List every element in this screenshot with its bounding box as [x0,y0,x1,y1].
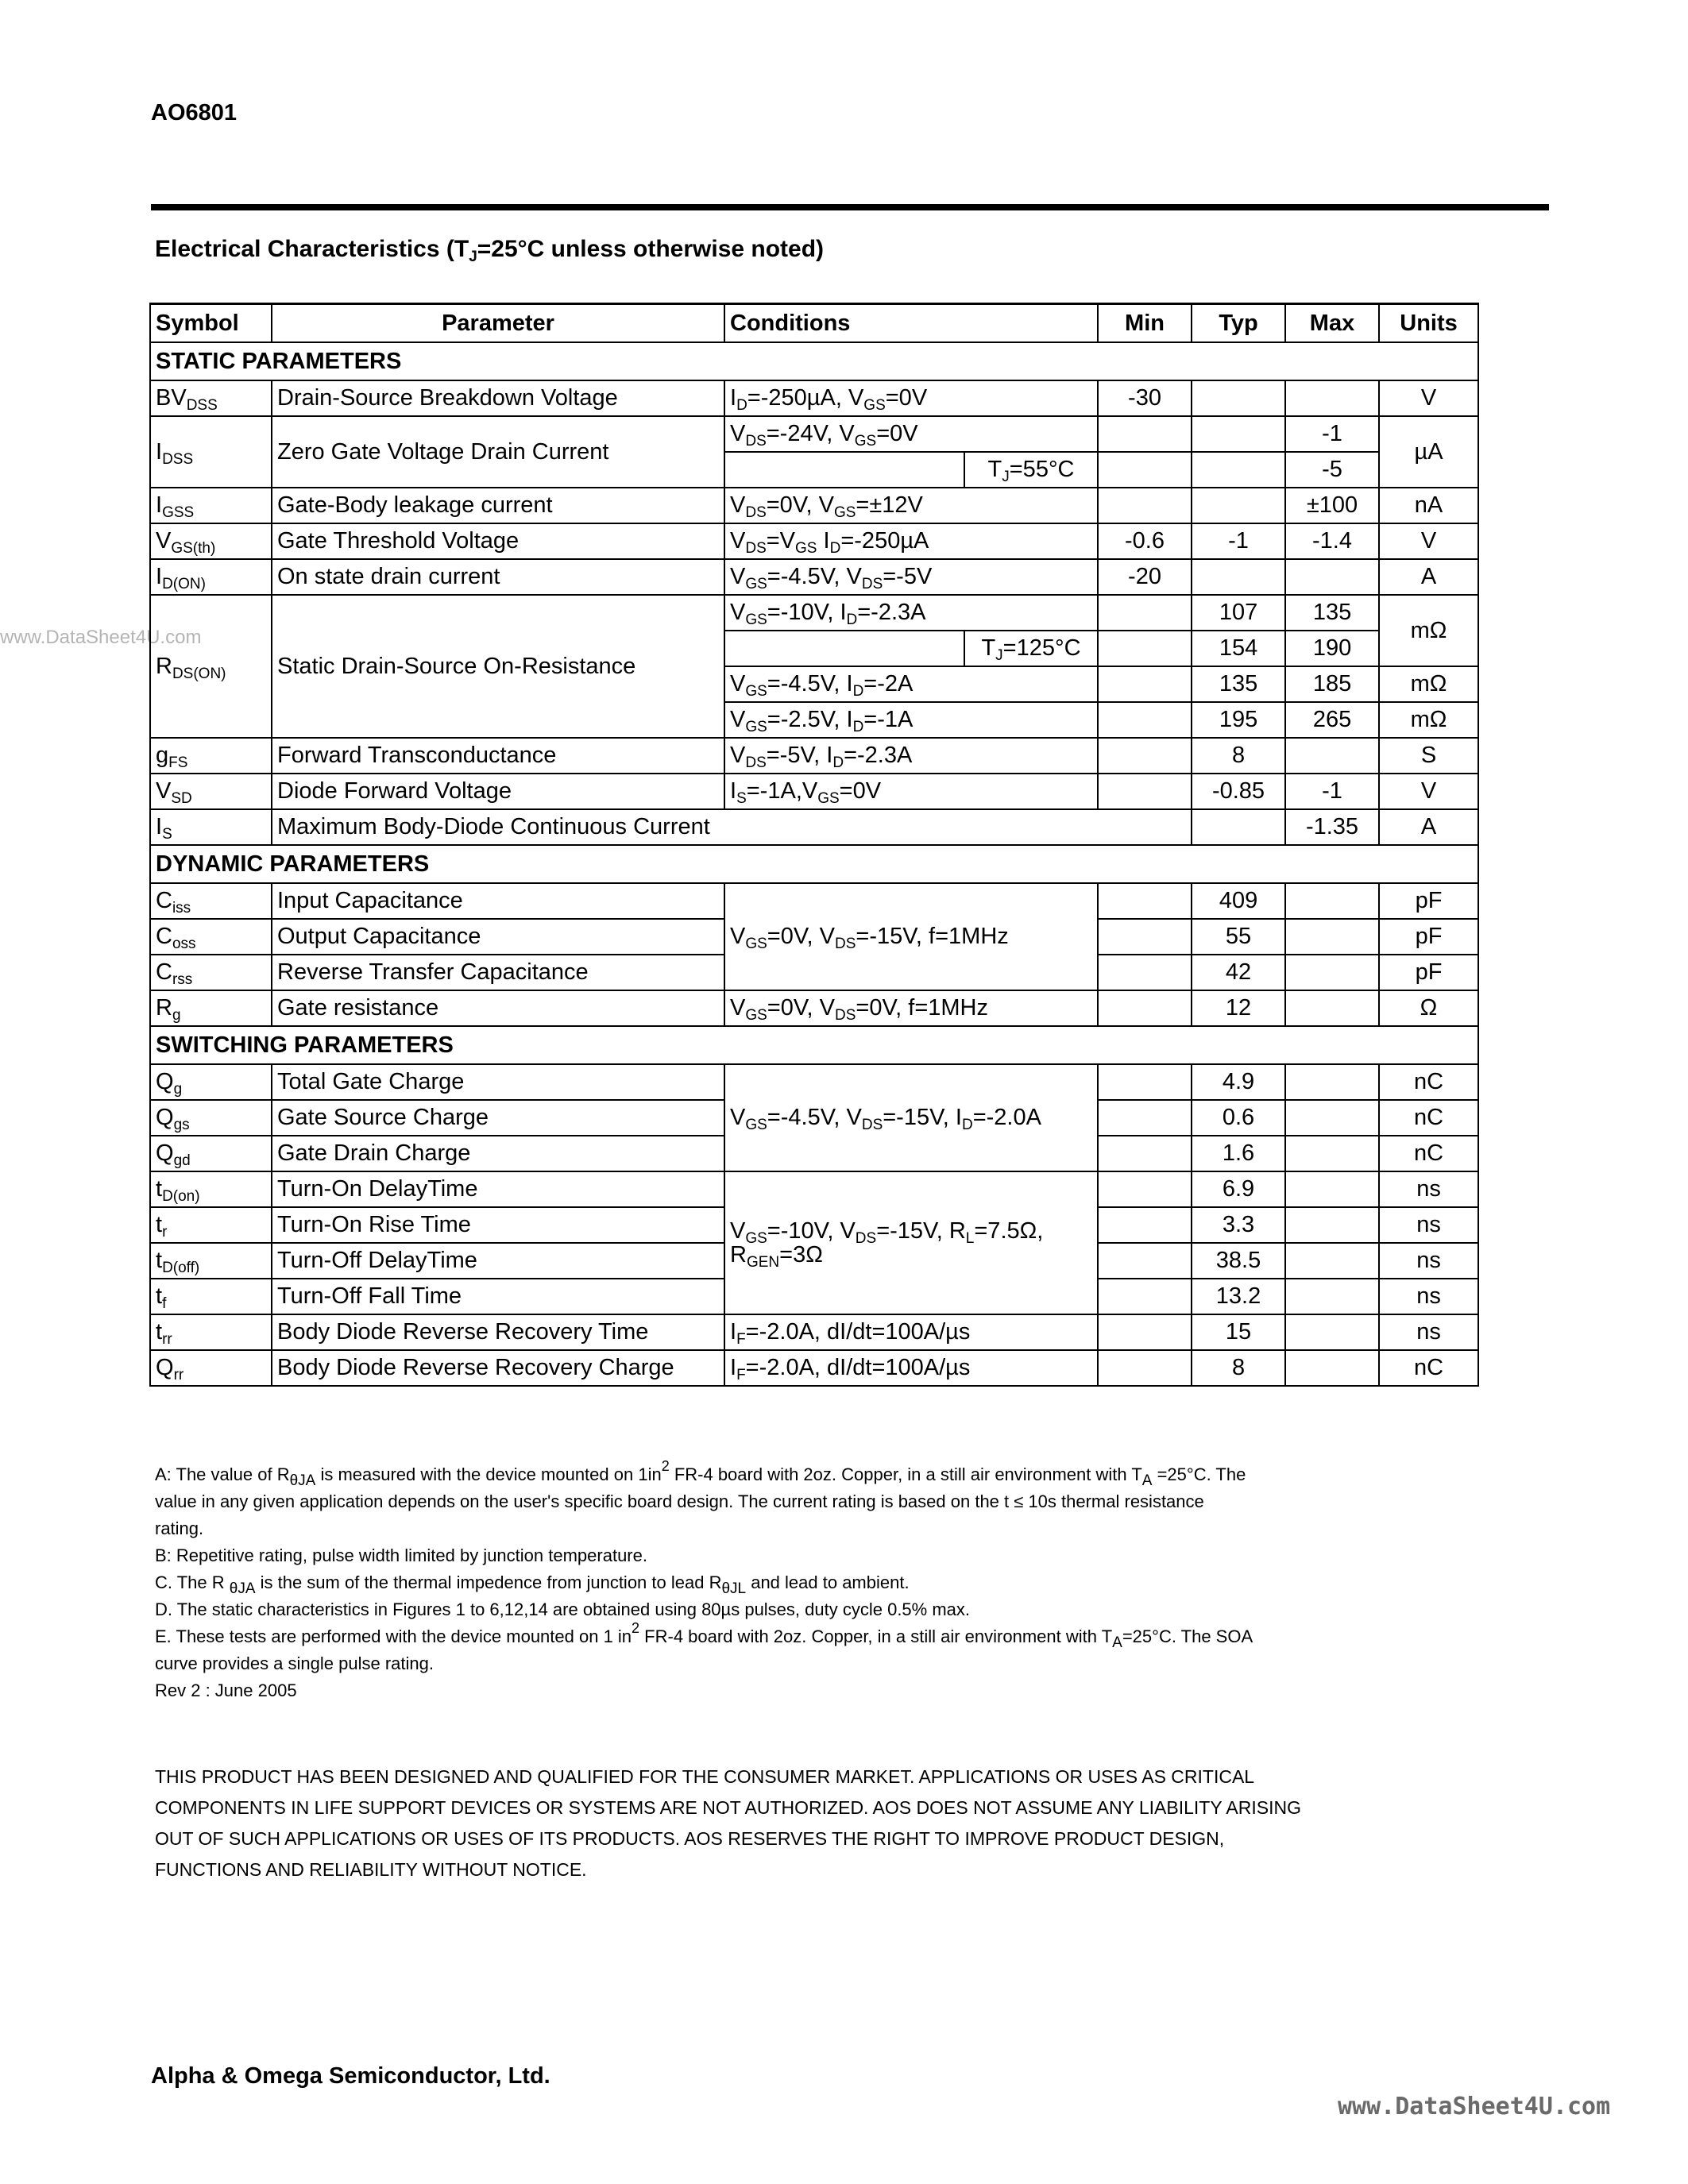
typ-cell: -1 [1192,523,1285,559]
electrical-characteristics-table [149,303,1479,1387]
parameter-cell: Body Diode Reverse Recovery Charge [272,1350,724,1386]
footnotes [155,1458,1426,1704]
max-cell: 190 [1285,631,1379,666]
min-cell: -20 [1098,559,1192,595]
conditions-cell: $V_{DS}=V_{GS}$ $I_D=-250\mu A$ [724,523,1098,559]
units-cell: pF [1379,883,1478,919]
symbol-cell: $R_g$ [150,990,272,1026]
table-row [150,559,1478,595]
max-cell [1285,1171,1379,1207]
units-cell: ns [1379,1243,1478,1279]
min-cell [1098,631,1192,666]
conditions-spacer [724,631,964,666]
conditions-cell: $V_{GS}=-4.5V$, $V_{DS}=-15V$, $I_D=-2.0A$ [724,1064,1098,1171]
max-cell: -1.35 [1285,809,1379,845]
table-header-row [150,304,1478,343]
typ-cell: 107 [1192,595,1285,631]
min-cell [1098,990,1192,1026]
typ-cell: 0.6 [1192,1100,1285,1136]
section-label: SWITCHING PARAMETERS [150,1026,1478,1064]
table-row [150,595,1478,631]
typ-cell: 55 [1192,919,1285,955]
watermark-bottom: www.DataSheet4U.com [1338,2093,1611,2120]
note-a-line2: value in any given application depends on the user's specific board design. The current rating is based on the t ≤ 10s thermal resistance [155,1491,1204,1511]
col-parameter: Parameter [272,304,724,343]
col-symbol: Symbol [150,304,272,343]
typ-cell [1192,452,1285,488]
temperature-condition-cell: $T_J=55^\circ C$ [964,452,1098,488]
parameter-cell: Gate Drain Charge [272,1136,724,1171]
company-name: Alpha & Omega Semiconductor, Ltd. [151,2063,550,2089]
typ-cell: 135 [1192,666,1285,702]
units-cell: A [1379,559,1478,595]
conditions-cell: $I_F=-2.0A$, dI/dt=100A/µs [724,1350,1098,1386]
col-min: Min [1098,304,1192,343]
typ-cell: 12 [1192,990,1285,1026]
parameter-cell: Static Drain-Source On-Resistance [272,595,724,738]
col-typ: Typ [1192,304,1285,343]
section-label: STATIC PARAMETERS [150,342,1478,380]
min-cell: -30 [1098,380,1192,416]
parameter-cell: Total Gate Charge [272,1064,724,1100]
max-cell: -5 [1285,452,1379,488]
units-cell: mΩ [1379,666,1478,702]
typ-cell [1192,416,1285,452]
typ-cell: 6.9 [1192,1171,1285,1207]
min-cell: -0.6 [1098,523,1192,559]
units-cell: ns [1379,1279,1478,1314]
section-row-dynamic [150,845,1478,883]
min-cell [1098,1171,1192,1207]
max-cell [1285,1100,1379,1136]
table-row [150,1064,1478,1100]
min-cell [1098,774,1192,809]
min-cell [1098,702,1192,738]
table-row [150,738,1478,774]
max-cell [1285,919,1379,955]
conditions-cell: $I_S=-1A,V_{GS}=0V$ [724,774,1098,809]
max-cell [1285,1243,1379,1279]
conditions-cell: $V_{GS}=-10V$, $V_{DS}=-15V$, $R_L=7.5\Omega$, $R_{GEN}=3\Omega$ [724,1171,1098,1314]
units-cell: ns [1379,1314,1478,1350]
min-cell [1098,1064,1192,1100]
max-cell: -1 [1285,416,1379,452]
table-row [150,1314,1478,1350]
symbol-cell: $V_{SD}$ [150,774,272,809]
table-row [150,380,1478,416]
symbol-cell: $t_r$ [150,1207,272,1243]
units-cell: ns [1379,1207,1478,1243]
typ-cell [1192,488,1285,523]
conditions-cell: $V_{DS}=-24V$, $V_{GS}=0V$ [724,416,1098,452]
conditions-cell: $V_{DS}=0V$, $V_{GS}=\pm 12V$ [724,488,1098,523]
part-number: AO6801 [151,100,238,125]
conditions-cell: $V_{GS}=-4.5V$, $I_D=-2A$ [724,666,1098,702]
parameter-cell: On state drain current [272,559,724,595]
col-units: Units [1379,304,1478,343]
note-c: C. The R θJA is the sum of the thermal impedence from junction to lead RθJL and lead to ambient. [155,1572,910,1597]
units-cell: V [1379,380,1478,416]
max-cell [1285,1207,1379,1243]
parameter-cell: Maximum Body-Diode Continuous Current [272,809,1192,845]
units-cell: S [1379,738,1478,774]
typ-cell: 3.3 [1192,1207,1285,1243]
table-row [150,774,1478,809]
symbol-cell: $t_{rr}$ [150,1314,272,1350]
note-e: E. These tests are performed with the device mounted on 1 $in^2$ FR-4 board with 2oz. Copper, in a still air environment with TA=25°C. The SOA [155,1620,1253,1651]
max-cell: -1.4 [1285,523,1379,559]
disclaimer-line: OUT OF SUCH APPLICATIONS OR USES OF ITS PRODUCTS. AOS RESERVES THE RIGHT TO IMPROVE PRODUCT DESIGN, [155,1828,1225,1849]
parameter-cell: Zero Gate Voltage Drain Current [272,416,724,488]
min-cell [1098,1100,1192,1136]
table-row [150,488,1478,523]
symbol-cell: $I_{GSS}$ [150,488,272,523]
min-cell [1098,1279,1192,1314]
max-cell [1285,1279,1379,1314]
typ-cell: 13.2 [1192,1279,1285,1314]
typ-cell [1192,380,1285,416]
symbol-cell: $BV_{DSS}$ [150,380,272,416]
units-cell: mΩ [1379,702,1478,738]
table-row [150,1350,1478,1386]
parameter-cell: Reverse Transfer Capacitance [272,955,724,990]
parameter-cell: Drain-Source Breakdown Voltage [272,380,724,416]
max-cell [1285,955,1379,990]
note-e-line2: curve provides a single pulse rating. [155,1653,434,1673]
conditions-cell: $V_{GS}=-10V$, $I_D=-2.3A$ [724,595,1098,631]
typ-cell [1192,559,1285,595]
parameter-cell: Input Capacitance [272,883,724,919]
note-a: A: The value of RθJA is measured with the device mounted on $1in^2$ FR-4 board with 2oz. Copper, in a still air environment with TA =25°C. The [155,1458,1246,1489]
units-cell: V [1379,523,1478,559]
min-cell [1098,595,1192,631]
section-label: DYNAMIC PARAMETERS [150,845,1478,883]
disclaimer-line: COMPONENTS IN LIFE SUPPORT DEVICES OR SYSTEMS ARE NOT AUTHORIZED. AOS DOES NOT ASSUME ANY LIABILITY ARISING [155,1797,1301,1818]
symbol-cell: $I_{DSS}$ [150,416,272,488]
max-cell: ±100 [1285,488,1379,523]
symbol-cell: $Q_g$ [150,1064,272,1100]
typ-cell: 409 [1192,883,1285,919]
section-row-switching [150,1026,1478,1064]
conditions-cell: $V_{GS}=0V$, $V_{DS}=-15V$, f=1MHz [724,883,1098,990]
disclaimer-line: FUNCTIONS AND RELIABILITY WITHOUT NOTICE. [155,1859,587,1880]
max-cell [1285,559,1379,595]
units-cell: ns [1379,1171,1478,1207]
symbol-cell: $C_{iss}$ [150,883,272,919]
units-cell: nC [1379,1350,1478,1386]
typ-cell: 4.9 [1192,1064,1285,1100]
symbol-cell: $V_{GS(th)}$ [150,523,272,559]
min-cell [1098,488,1192,523]
units-cell: Ω [1379,990,1478,1026]
symbol-cell: $Q_{gs}$ [150,1100,272,1136]
max-cell: 135 [1285,595,1379,631]
max-cell [1285,380,1379,416]
units-cell: V [1379,774,1478,809]
min-cell [1098,1136,1192,1171]
units-cell: pF [1379,955,1478,990]
typ-cell: 8 [1192,1350,1285,1386]
parameter-cell: Gate Source Charge [272,1100,724,1136]
symbol-cell: $Q_{rr}$ [150,1350,272,1386]
parameter-cell: Turn-Off DelayTime [272,1243,724,1279]
typ-cell: 42 [1192,955,1285,990]
min-cell [1098,883,1192,919]
min-cell [1098,416,1192,452]
col-conditions: Conditions [724,304,1098,343]
revision: Rev 2 : June 2005 [155,1680,297,1700]
note-d: D. The static characteristics in Figures 1 to 6,12,14 are obtained using 80µs pulses, duty cycle 0.5% max. [155,1599,971,1619]
table-row [150,809,1478,845]
conditions-cell: $V_{GS}=0V$, $V_{DS}=0V$, f=1MHz [724,990,1098,1026]
symbol-cell: $Q_{gd}$ [150,1136,272,1171]
typ-cell: 8 [1192,738,1285,774]
units-cell: pF [1379,919,1478,955]
conditions-cell: $V_{GS}=-2.5V$, $I_D=-1A$ [724,702,1098,738]
symbol-cell: $I_S$ [150,809,272,845]
typ-cell: -0.85 [1192,774,1285,809]
typ-cell: 154 [1192,631,1285,666]
conditions-cell: $I_F=-2.0A$, dI/dt=100A/µs [724,1314,1098,1350]
watermark-left: www.DataSheet4U.com [0,627,202,648]
parameter-cell: Turn-On DelayTime [272,1171,724,1207]
units-cell: nC [1379,1136,1478,1171]
min-cell [1098,738,1192,774]
table-row [150,523,1478,559]
units-cell: nA [1379,488,1478,523]
units-cell: nC [1379,1100,1478,1136]
section-row-static [150,342,1478,380]
table-row [150,990,1478,1026]
parameter-cell: Turn-Off Fall Time [272,1279,724,1314]
symbol-cell: $t_f$ [150,1279,272,1314]
header-rule [151,204,1549,210]
max-cell: 185 [1285,666,1379,702]
parameter-cell: Output Capacitance [272,919,724,955]
symbol-cell: $t_{D(on)}$ [150,1171,272,1207]
parameter-cell: Turn-On Rise Time [272,1207,724,1243]
parameter-cell: Forward Transconductance [272,738,724,774]
min-cell [1098,1207,1192,1243]
parameter-cell: Diode Forward Voltage [272,774,724,809]
min-cell [1098,1243,1192,1279]
max-cell [1285,1350,1379,1386]
col-max: Max [1285,304,1379,343]
conditions-cell: $V_{DS}=-5V$, $I_D=-2.3A$ [724,738,1098,774]
conditions-cell: $I_D=-250\mu A$, $V_{GS}=0V$ [724,380,1098,416]
conditions-cell: $V_{GS}=-4.5V$, $V_{DS}=-5V$ [724,559,1098,595]
max-cell [1285,1314,1379,1350]
symbol-cell: $I_{D(ON)}$ [150,559,272,595]
max-cell [1285,883,1379,919]
disclaimer [155,1761,1505,1885]
min-cell [1098,452,1192,488]
table-row [150,883,1478,919]
parameter-cell: Body Diode Reverse Recovery Time [272,1314,724,1350]
note-a-line3: rating. [155,1518,204,1538]
units-cell: mΩ [1379,595,1478,666]
units-cell: A [1379,809,1478,845]
table-row [150,1171,1478,1207]
max-cell [1285,1136,1379,1171]
symbol-cell: $t_{D(off)}$ [150,1243,272,1279]
typ-cell [1192,809,1285,845]
min-cell [1098,919,1192,955]
min-cell [1098,666,1192,702]
max-cell [1285,990,1379,1026]
conditions-spacer [724,452,964,488]
table-row [150,416,1478,452]
symbol-cell: $g_{FS}$ [150,738,272,774]
symbol-cell: $R_{DS(ON)}$ [150,595,272,738]
disclaimer-line: THIS PRODUCT HAS BEEN DESIGNED AND QUALIFIED FOR THE CONSUMER MARKET. APPLICATIONS OR USES AS CRITICAL [155,1766,1255,1787]
parameter-cell: Gate resistance [272,990,724,1026]
typ-cell: 1.6 [1192,1136,1285,1171]
parameter-cell: Gate-Body leakage current [272,488,724,523]
min-cell [1098,1314,1192,1350]
max-cell [1285,1064,1379,1100]
symbol-cell: $C_{rss}$ [150,955,272,990]
max-cell [1285,738,1379,774]
section-title: Electrical Characteristics ($T_J=25^\circ C$ unless otherwise noted) [155,236,825,265]
min-cell [1098,955,1192,990]
min-cell [1098,1350,1192,1386]
typ-cell: 15 [1192,1314,1285,1350]
max-cell: -1 [1285,774,1379,809]
note-b: B: Repetitive rating, pulse width limited by junction temperature. [155,1545,647,1565]
parameter-cell: Gate Threshold Voltage [272,523,724,559]
temperature-condition-cell: $T_J=125^\circ C$ [964,631,1098,666]
units-cell: nC [1379,1064,1478,1100]
typ-cell: 38.5 [1192,1243,1285,1279]
max-cell: 265 [1285,702,1379,738]
typ-cell: 195 [1192,702,1285,738]
units-cell: µA [1379,416,1478,488]
symbol-cell: $C_{oss}$ [150,919,272,955]
